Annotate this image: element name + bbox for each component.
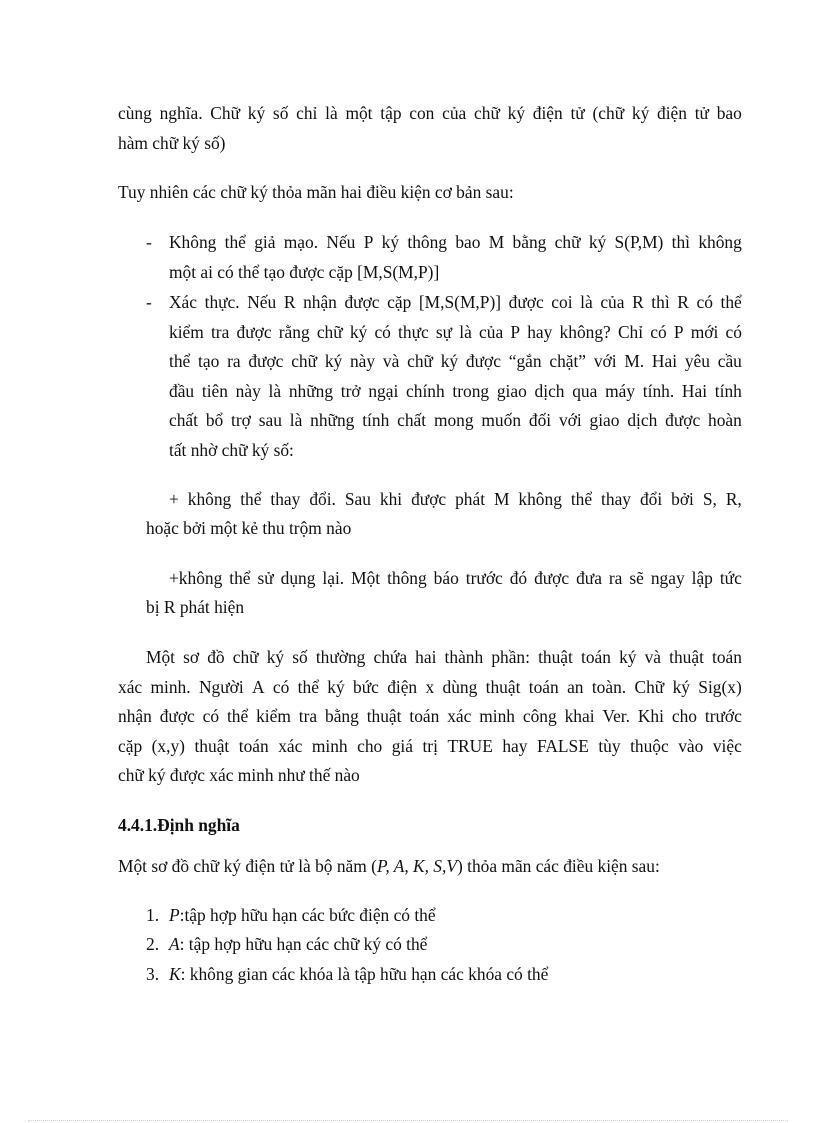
word: Sau [344, 489, 371, 509]
word: chất [397, 410, 427, 430]
word: được [344, 292, 380, 312]
word: thể [169, 351, 191, 371]
word: cho [357, 736, 383, 756]
word: Nếu [247, 292, 277, 312]
word: Chữ [210, 103, 241, 123]
word: ký [247, 103, 266, 123]
page-bottom-rule [28, 1120, 788, 1121]
word: tập [380, 103, 402, 123]
word: được [465, 351, 501, 371]
word: P [510, 322, 521, 342]
word: có [650, 322, 667, 342]
paragraph-3-line-2 [118, 677, 742, 697]
word: khi [379, 489, 403, 509]
word: M. [624, 351, 645, 371]
word: xác [118, 677, 143, 697]
word: là [268, 381, 282, 401]
word: thuật [485, 677, 521, 697]
word: thuộc [630, 736, 669, 756]
word: toán [409, 706, 440, 726]
word: thể [240, 489, 262, 509]
word: toán [528, 677, 559, 697]
word: x [425, 677, 435, 697]
word: chặt” [549, 351, 587, 371]
word: mạo. [283, 232, 319, 252]
word: thuật [669, 647, 704, 667]
word: Sig(x) [698, 677, 742, 697]
word: đổi [639, 489, 663, 509]
word: thuật [194, 736, 230, 756]
word: ký [349, 322, 368, 342]
word: bổ [205, 410, 224, 430]
word: giao [496, 381, 527, 401]
paragraph-4 [118, 856, 660, 876]
word: ký [440, 351, 459, 371]
list-item-3-number: 3. [146, 964, 160, 984]
word: Hai [681, 381, 708, 401]
word: có [696, 292, 713, 312]
word: trước [704, 706, 742, 726]
word: cho [671, 706, 697, 726]
word: con [409, 103, 435, 123]
word: phát [455, 489, 486, 509]
paragraph-4-after: ) thỏa mãn các điều kiện sau: [456, 856, 660, 876]
word: này [235, 381, 261, 401]
word: thể [570, 489, 593, 509]
word: được [159, 706, 195, 726]
paragraph-3-line-4 [118, 736, 742, 756]
word: toán [712, 647, 742, 667]
list-item-3 [169, 964, 548, 984]
word: tra [210, 322, 230, 342]
word: mong [433, 410, 474, 430]
word: tử [694, 103, 709, 123]
word: tra [298, 706, 318, 726]
word: A [252, 677, 265, 697]
word: của [600, 292, 625, 312]
word: (x,y) [151, 736, 185, 756]
word: được [248, 351, 284, 371]
word: M [493, 489, 510, 509]
word: những [288, 381, 334, 401]
paragraph-2: Tuy nhiên các chữ ký thỏa mãn hai điều kiện cơ bản sau: [118, 182, 514, 202]
word: phần: [491, 647, 530, 667]
word: yêu [684, 351, 710, 371]
word: +không [169, 568, 223, 588]
bullet-2-line-2 [169, 322, 742, 342]
word: đầu [169, 381, 195, 401]
word: Xác [169, 292, 197, 312]
word: tính. [642, 381, 675, 401]
paragraph-1-line-1 [118, 103, 742, 123]
word: hai [415, 647, 437, 667]
word: là [289, 410, 303, 430]
word: sau [258, 410, 282, 430]
word: dịch [534, 381, 565, 401]
word: đưa [576, 568, 602, 588]
word: thể [226, 706, 249, 726]
word: ký [588, 232, 607, 252]
word: thành [444, 647, 484, 667]
word: trở [340, 381, 361, 401]
word: và [382, 351, 400, 371]
word: toán [580, 647, 611, 667]
word: tính [362, 410, 390, 430]
word: ngại [368, 381, 399, 401]
word: máy [605, 381, 636, 401]
word: an [567, 677, 584, 697]
list-item-1-number: 1. [146, 905, 160, 925]
word: R [632, 292, 644, 312]
word: giá [391, 736, 413, 756]
word: Chữ [634, 677, 665, 697]
bullet-2-line-6: tất nhờ chữ ký số: [169, 440, 294, 460]
word: FALSE [536, 736, 589, 756]
word: ra [608, 568, 623, 588]
list-item-3-symbol: K [169, 964, 181, 984]
sub-item-1-line-1 [169, 489, 742, 509]
word: bởi [671, 489, 694, 509]
word: của [442, 103, 467, 123]
word: tạo [198, 351, 220, 371]
word: một [345, 103, 373, 123]
word: ký [327, 677, 345, 697]
word: được [534, 568, 570, 588]
word: kiểm [169, 322, 204, 342]
word: tức [719, 568, 742, 588]
word: Một [146, 647, 175, 667]
word: coi [551, 292, 573, 312]
sub-item-1-line-2: hoặc bởi một kẻ thu trộm nào [146, 518, 352, 538]
word: số [272, 103, 289, 123]
word: bức [353, 677, 379, 697]
word: hoàn [708, 410, 742, 430]
word: tiên [201, 381, 228, 401]
word: toàn. [591, 677, 627, 697]
word: chữ [407, 351, 433, 371]
word: điện [532, 103, 563, 123]
word: với [593, 351, 617, 371]
list-item-1 [169, 905, 436, 925]
word: đó [509, 568, 528, 588]
word: ký [631, 103, 650, 123]
word: chính [406, 381, 445, 401]
bullet-2-line-3 [169, 351, 742, 371]
word: dụng [280, 568, 316, 588]
word: R [677, 292, 689, 312]
word: rằng [278, 322, 310, 342]
word: mới [690, 322, 719, 342]
word: không? [559, 322, 611, 342]
word: thực. [204, 292, 240, 312]
bullet-2-line-5 [169, 410, 742, 430]
word: chữ [316, 322, 343, 342]
word: trước [465, 568, 503, 588]
word: ký [266, 647, 285, 667]
word: trong [452, 381, 490, 401]
word: bao [455, 232, 481, 252]
word: ký [672, 677, 690, 697]
word: minh. [150, 677, 191, 697]
word: lập [691, 568, 713, 588]
word: dịch [627, 410, 658, 430]
word: này [349, 351, 376, 371]
word: ký [619, 647, 637, 667]
word: thông [407, 232, 447, 252]
list-item-2-text: : tập hợp hữu hạn các chữ ký có thể [179, 934, 428, 954]
bullet-1-line-1 [169, 232, 742, 252]
word: minh [311, 736, 348, 756]
word: đồ [207, 647, 225, 667]
word: thay [270, 489, 301, 509]
word: được [236, 322, 272, 342]
word: hay [502, 736, 528, 756]
word: sử [257, 568, 274, 588]
word: S, [702, 489, 717, 509]
word: S(P,M) [614, 232, 664, 252]
word: có [374, 322, 391, 342]
word: được [411, 489, 447, 509]
word: việc [712, 736, 742, 756]
word: kiểm [256, 706, 291, 726]
bullet-dash-2: - [146, 292, 152, 312]
word: trị [422, 736, 438, 756]
word: những [310, 410, 355, 430]
word: đối [528, 410, 552, 430]
word: TRUE [447, 736, 493, 756]
word: lại. [322, 568, 345, 588]
word: thể [224, 232, 246, 252]
word: bao [716, 103, 742, 123]
word: Người [198, 677, 244, 697]
word: xác [447, 706, 472, 726]
paragraph-4-before: Một sơ đồ chữ ký điện tử là bộ năm ( [118, 856, 377, 876]
word: là [580, 292, 593, 312]
word: chứa [373, 647, 408, 667]
word: Một [351, 568, 381, 588]
word: không [518, 489, 562, 509]
word: cặp [118, 736, 143, 756]
word: [M,S(M,P)] [418, 292, 502, 312]
word: thì [671, 232, 690, 252]
word: thực [398, 322, 429, 342]
word: có [272, 677, 290, 697]
word: ký [381, 232, 400, 252]
word: vào [678, 736, 704, 756]
word: là [459, 322, 472, 342]
word: được [665, 410, 701, 430]
word: cặp [387, 292, 412, 312]
word: ký [507, 103, 526, 123]
word: giả [254, 232, 276, 252]
word: hay [527, 322, 553, 342]
word: không [698, 232, 742, 252]
word: khai [564, 706, 595, 726]
word: (chữ [592, 103, 625, 123]
bullet-2-line-4 [169, 381, 742, 401]
paragraph-4-tuple: P, A, K, S,V [376, 856, 457, 876]
word: với [558, 410, 582, 430]
paragraph-3-line-3 [118, 706, 742, 726]
list-item-1-symbol: P [169, 905, 180, 925]
list-item-3-text: : không gian các khóa là tập hữu hạn các khóa có thể [180, 964, 549, 984]
bullet-1-line-2: một ai có thể tạo được cặp [M,S(M,P)] [169, 262, 440, 282]
word: nghĩa. [159, 103, 203, 123]
bullet-dash-1: - [146, 232, 152, 252]
word: R, [725, 489, 742, 509]
word: báo [433, 568, 459, 588]
word: + [169, 489, 179, 509]
word: thể [297, 677, 319, 697]
list-item-2-number: 2. [146, 934, 160, 954]
bullet-2-line-1 [169, 292, 742, 312]
word: và [644, 647, 661, 667]
word: thuật [366, 706, 402, 726]
word: nhận [303, 292, 337, 312]
word: muốn [481, 410, 522, 430]
word: ra [227, 351, 241, 371]
word: Chỉ [617, 322, 644, 342]
word: của [479, 322, 504, 342]
word: chất [169, 410, 198, 430]
word: là [325, 103, 338, 123]
word: R [283, 292, 296, 312]
word: bằng [325, 706, 359, 726]
word: xác [278, 736, 303, 756]
paragraph-3-line-1 [146, 647, 742, 667]
word: chữ [232, 647, 259, 667]
word: chỉ [296, 103, 318, 123]
list-item-2-symbol: A [169, 934, 180, 954]
word: thuật [538, 647, 573, 667]
word: thông [387, 568, 427, 588]
word: tử [570, 103, 585, 123]
word: Ver. [602, 706, 630, 726]
word: cầu [717, 351, 742, 371]
word: chữ [291, 351, 318, 371]
word: Không [169, 232, 217, 252]
word: P [673, 322, 684, 342]
word: chữ [554, 232, 581, 252]
word: có [725, 322, 742, 342]
word: có [202, 706, 220, 726]
word: bằng [512, 232, 547, 252]
word: sẽ [629, 568, 644, 588]
word: được [508, 292, 544, 312]
word: cùng [118, 103, 152, 123]
word: giao [589, 410, 620, 430]
word: điện [387, 677, 418, 697]
word: “gắn [508, 351, 542, 371]
sub-item-2-line-1 [169, 568, 742, 588]
word: minh [479, 706, 515, 726]
word: thay [601, 489, 631, 509]
word: toán [238, 736, 269, 756]
word: thường [315, 647, 366, 667]
word: đổi. [309, 489, 336, 509]
word: M [488, 232, 505, 252]
word: thể [229, 568, 251, 588]
section-heading: 4.4.1.Định nghĩa [118, 815, 240, 835]
word: thì [651, 292, 670, 312]
word: tùy [598, 736, 621, 756]
paragraph-3-line-5: chữ ký được xác minh như thế nào [118, 765, 360, 785]
word: trợ [231, 410, 251, 430]
word: P [363, 232, 374, 252]
word: qua [572, 381, 598, 401]
word: sơ [183, 647, 200, 667]
sub-item-2-line-2: bị R phát hiện [146, 597, 245, 617]
list-item-2 [169, 934, 427, 954]
word: Khi [637, 706, 664, 726]
word: công [522, 706, 557, 726]
word: nhận [118, 706, 152, 726]
word: ngay [650, 568, 685, 588]
word: ký [324, 351, 343, 371]
word: sự [435, 322, 453, 342]
word: không [187, 489, 232, 509]
paragraph-1-line-2: hàm chữ ký số) [118, 133, 226, 153]
word: tính [714, 381, 742, 401]
word: chữ [474, 103, 500, 123]
word: số [292, 647, 308, 667]
word: điện [657, 103, 687, 123]
word: thể [720, 292, 742, 312]
word: Nếu [326, 232, 356, 252]
word: dùng [442, 677, 478, 697]
word: Hai [651, 351, 678, 371]
list-item-1-text: :tập hợp hữu hạn các bức điện có thể [179, 905, 436, 925]
